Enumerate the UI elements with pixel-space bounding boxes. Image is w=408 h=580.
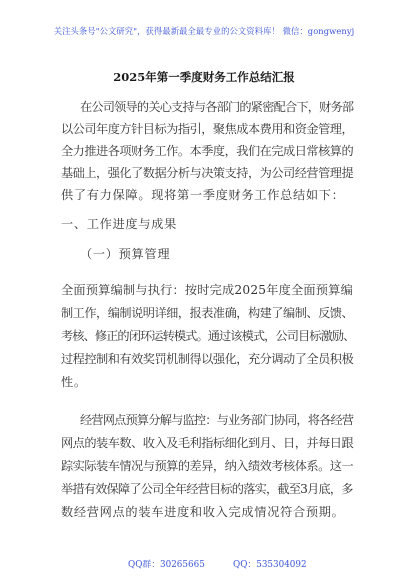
page-footer xyxy=(0,557,408,573)
subsection-heading-1: （一）预算管理 xyxy=(80,247,171,261)
text-line-7: 制工作，编制说明详细，报表准确，构建了编制、反馈、 xyxy=(61,306,354,320)
text-line-5: 供了有力保障。现将第一季度财务工作总结如下： xyxy=(61,188,345,202)
text-line-15: 数经营网点的装车进度和收入完成情况符合预期。 xyxy=(61,505,345,519)
text-line-8: 考核、修正的闭环运转模式。通过该模式，公司目标激励、 xyxy=(61,329,355,343)
document-title: 2025年第一季度财务工作总结汇报 xyxy=(113,70,295,84)
section-heading-1: 一、工作进度与成果 xyxy=(61,217,177,231)
text-line-1: 在公司领导的关心支持与各部门的紧密配合下，财务部 xyxy=(80,100,354,114)
text-line-4: 基础上，强化了数据分析与决策支持，为公司经营管理提 xyxy=(61,166,354,180)
text-line-6: 全面预算编制与执行：按时完成2025年度全面预算编 xyxy=(61,283,353,297)
text-line-12: 网点的装车数、收入及毛利指标细化到月、日，并每日跟 xyxy=(61,436,354,450)
text-line-14: 举措有效保障了公司全年经营目标的落实，截至3月底，多 xyxy=(61,482,353,496)
qq-group-number: QQ群：30265665 xyxy=(128,560,205,570)
promo-banner: 关注头条号"公文研究"，获得最新最全最专业的公文资料库！ 微信：gongwenyj xyxy=(53,26,355,36)
text-line-10: 性。 xyxy=(61,375,87,389)
text-line-3: 全力推进各项财务工作。本季度，我们在完成日常核算的 xyxy=(61,144,354,158)
text-line-13: 踪实际装车情况与预算的差异，纳入绩效考核体系。这一 xyxy=(61,459,354,473)
text-line-11: 经营网点预算分解与监控：与业务部门协同，将各经营 xyxy=(80,413,354,427)
qq-number: QQ：535304092 xyxy=(233,560,307,570)
text-line-9: 过程控制和有效奖罚机制得以强化，充分调动了全员积极 xyxy=(61,352,354,366)
text-line-2: 以公司年度方针目标为指引，聚焦成本费用和资金管理， xyxy=(61,122,354,136)
